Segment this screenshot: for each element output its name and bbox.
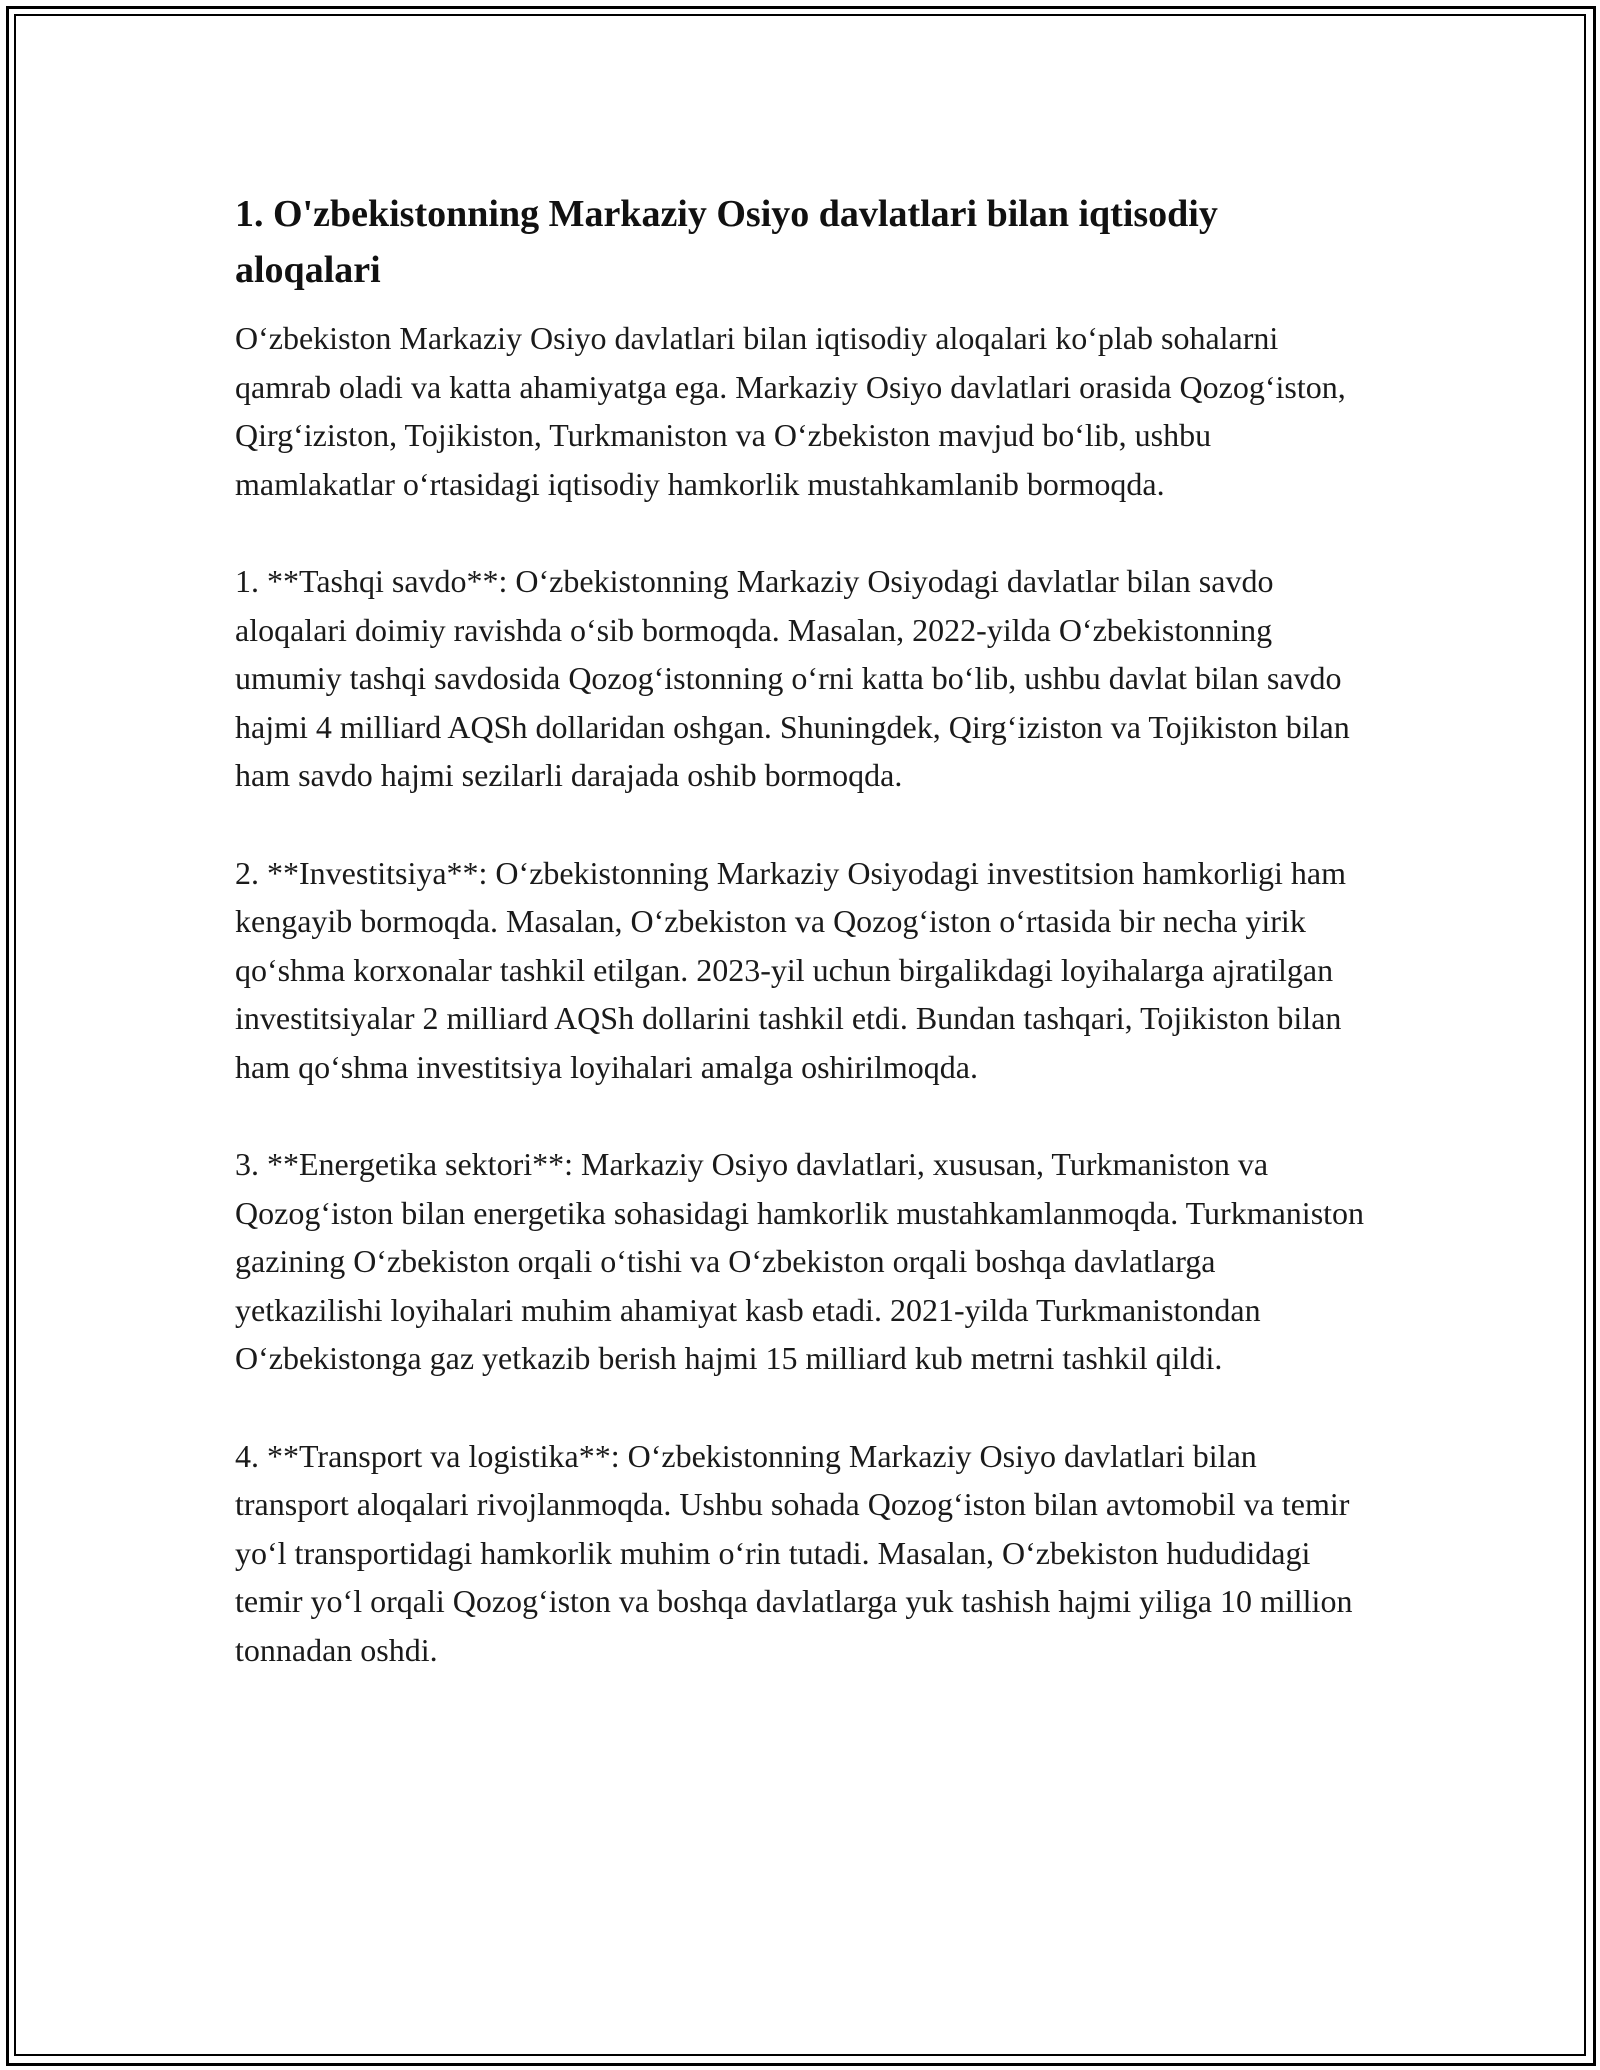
intro-paragraph: O‘zbekiston Markaziy Osiyo davlatlari bilan iqtisodiy aloqalari ko‘plab sohalarni qamrab oladi va katta ahamiyatga ega. Markaziy Osiyo davlatlari orasida Qozog‘iston, Qirg‘iziston, Tojikiston, Turkmaniston va O‘zbekiston mavjud bo‘lib, ushbu mamlakatlar o‘rtasidagi iqtisodiy hamkorlik mustahkamlanib bormoqda. bbox=[235, 320, 1346, 502]
item-energy-sector: 3. **Energetika sektori**: Markaziy Osiyo davlatlari, xususan, Turkmaniston va Qozog‘iston bilan energetika sohasidagi hamkorlik mustahkamlanmoqda. Turkmaniston gazining O‘zbekiston orqali o‘tishi va O‘zbekiston orqali boshqa davlatlarga yetkazilishi loyihalari muhim ahamiyat kasb etadi. 2021-yilda Turkmanistondan O‘zbekistonga gaz yetkazib berish hajmi 15 milliard kub metrni tashkil qildi. bbox=[235, 1146, 1365, 1377]
document-body bbox=[235, 186, 1365, 1675]
item-investment: 2. **Investitsiya**: O‘zbekistonning Markaziy Osiyodagi investitsion hamkorligi ham kengayib bormoqda. Masalan, O‘zbekiston va Qozog‘iston o‘rtasida bir necha yirik qo‘shma korxonalar tashkil etilgan. 2023-yil uchun birgalikdagi loyihalarga ajratilgan investitsiyalar 2 milliard AQSh dollarini tashkil etdi. Bundan tashqari, Tojikiston bilan ham qo‘shma investitsiya loyihalari amalga oshirilmoqda. bbox=[235, 854, 1346, 1085]
item-foreign-trade: 1. **Tashqi savdo**: O‘zbekistonning Markaziy Osiyodagi davlatlar bilan savdo aloqalari doimiy ravishda o‘sib bormoqda. Masalan, 2022-yilda O‘zbekistonning umumiy tashqi savdosida Qozog‘istonning o‘rni katta bo‘lib, ushbu davlat bilan savdo hajmi 4 milliard AQSh dollaridan oshgan. Shuningdek, Qirg‘iziston va Tojikiston bilan ham savdo hajmi sezilarli darajada oshib bormoqda. bbox=[235, 562, 1350, 794]
item-transport-logistics: 4. **Transport va logistika**: O‘zbekistonning Markaziy Osiyo davlatlari bilan transport aloqalari rivojlanmoqda. Ushbu sohada Qozog‘iston bilan avtomobil va temir yo‘l transportidagi hamkorlik muhim o‘rin tutadi. Masalan, O‘zbekiston hududidagi temir yo‘l orqali Qozog‘iston va boshqa davlatlarga yuk tashish hajmi yiliga 10 million tonnadan oshdi. bbox=[235, 1437, 1353, 1669]
section-heading: 1. O'zbekistonning Markaziy Osiyo davlatlari bilan iqtisodiy aloqalari bbox=[235, 193, 1218, 291]
